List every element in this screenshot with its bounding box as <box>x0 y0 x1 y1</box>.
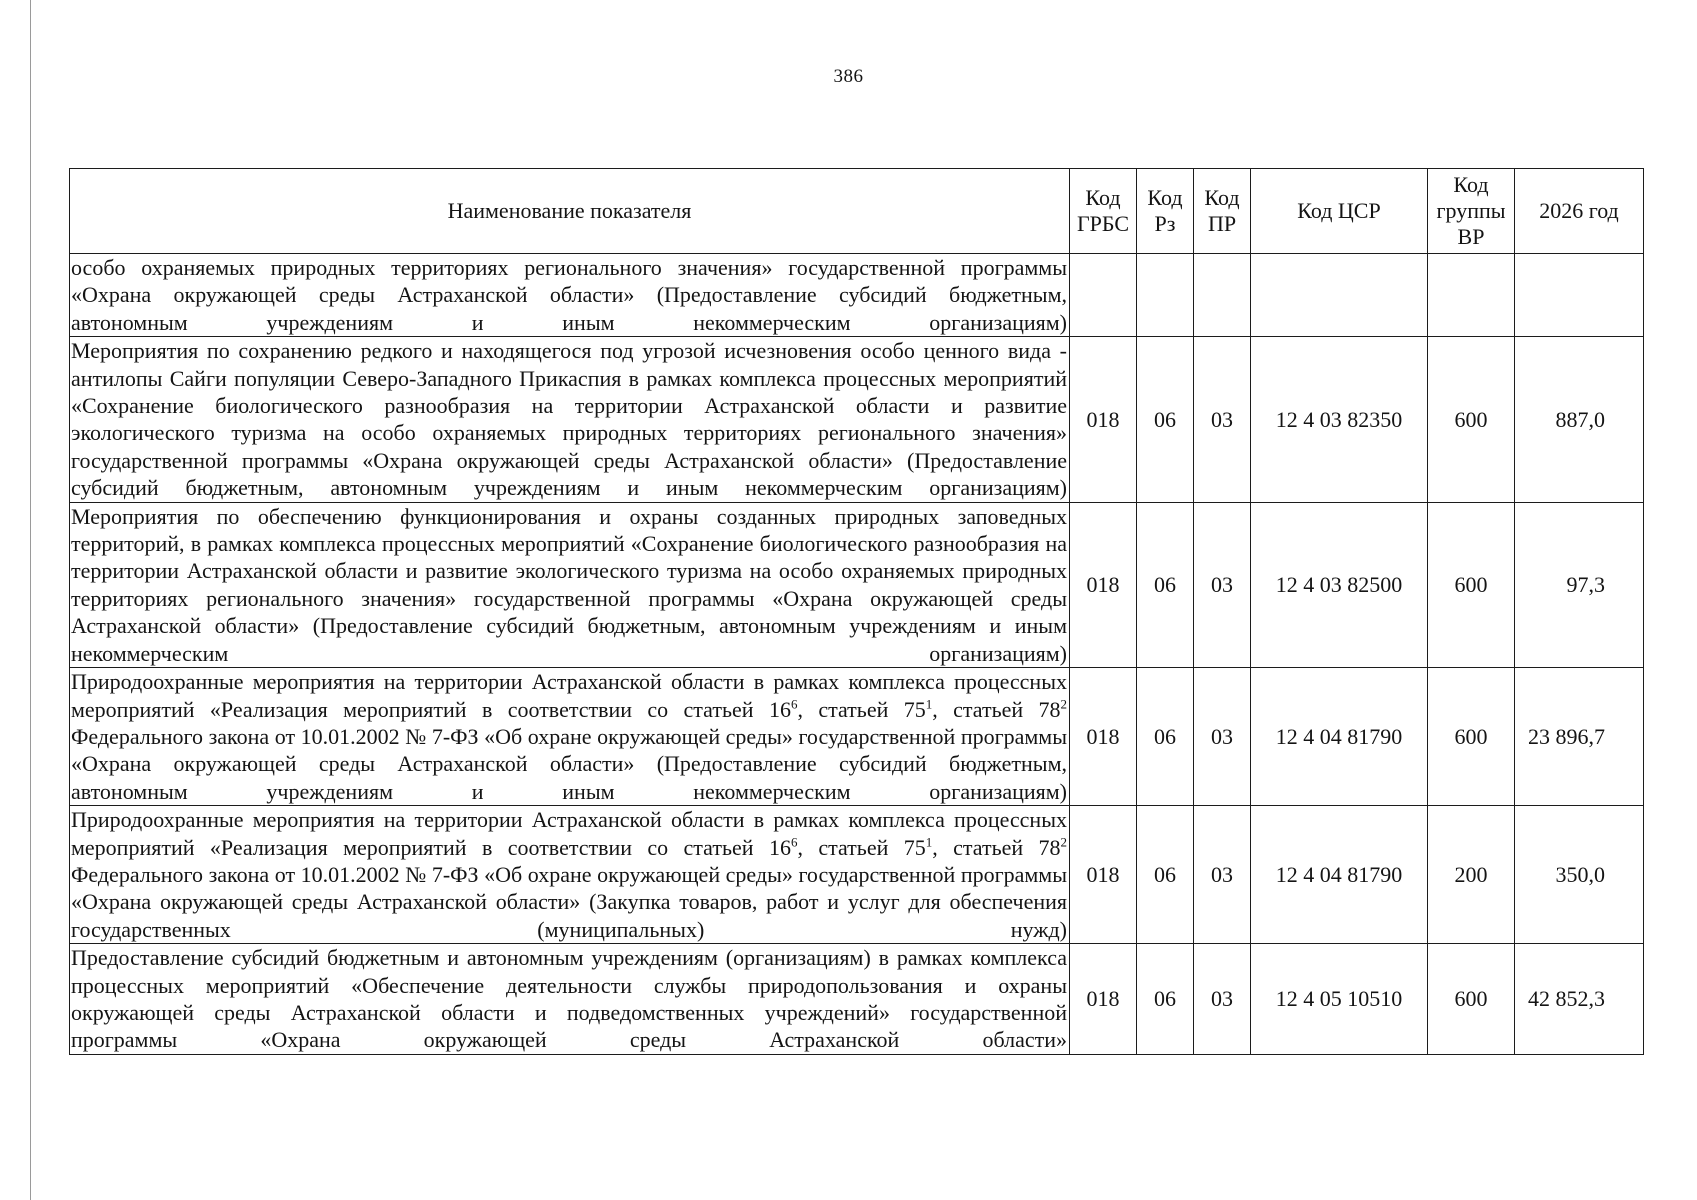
cell-grbs: 018 <box>1070 502 1137 667</box>
cell-rz: 06 <box>1137 337 1194 502</box>
table-row <box>70 254 1644 337</box>
budget-table <box>69 168 1644 1055</box>
superscript: 2 <box>1060 696 1068 712</box>
table-row <box>70 806 1644 944</box>
cell-rz: 06 <box>1137 668 1194 806</box>
name-part: Федерального закона от 10.01.2002 № 7-ФЗ «Об охране окружающей среды» государственной программы «Охрана окружающей среды Астраханской области» (Закупка товаров, работ и услуг для обеспечения государственных (муниципальных) нужд) <box>71 861 1067 942</box>
header-rz: Код Рз <box>1137 169 1194 254</box>
header-name: Наименование показателя <box>70 169 1070 254</box>
header-year: 2026 год <box>1515 169 1644 254</box>
header-row <box>70 169 1644 254</box>
cell-name-text <box>71 668 1067 805</box>
header-grbs: Код ГРБС <box>1070 169 1137 254</box>
cell-rz: 06 <box>1137 502 1194 667</box>
page-number: 386 <box>833 66 864 87</box>
name-part: , статьей 78 <box>932 696 1061 722</box>
cell-name <box>70 254 1070 337</box>
cell-rz: 06 <box>1137 806 1194 944</box>
cell-grbs: 018 <box>1070 337 1137 502</box>
cell-grbs: 018 <box>1070 944 1137 1055</box>
cell-name <box>70 806 1070 944</box>
cell-csr: 12 4 03 82500 <box>1251 502 1428 667</box>
cell-pr <box>1194 254 1251 337</box>
cell-rz: 06 <box>1137 944 1194 1055</box>
table-body <box>70 254 1644 1055</box>
cell-name <box>70 502 1070 667</box>
cell-amount: 887,0 <box>1515 337 1644 502</box>
cell-csr <box>1251 254 1428 337</box>
cell-vr: 600 <box>1428 668 1515 806</box>
superscript: 1 <box>925 834 933 850</box>
superscript: 1 <box>925 696 933 712</box>
name-part: , статьей 78 <box>932 834 1061 860</box>
header-vr: Код группы ВР <box>1428 169 1515 254</box>
cell-name-text: особо охраняемых природных территориях регионального значения» государственной программы «Охрана окружающей среды Астраханской области» (Предоставление субсидий бюджетным, автономным учреждениям и иным некоммерческим организациям) <box>71 255 1067 335</box>
cell-csr: 12 4 04 81790 <box>1251 668 1428 806</box>
table-header <box>70 169 1644 254</box>
cell-name-text: Мероприятия по обеспечению функционирования и охраны созданных природных заповедных территорий, в рамках комплекса процессных мероприятий «Сохранение биологического разнообразия на территории Астраханской области и развитие экологического туризма на особо охраняемых природных территориях регионального значения» государственной программы «Охрана окружающей среды Астраханской области» (Предоставление субсидий бюджетным, автономным учреждениям и иным некоммерческим организациям) <box>71 503 1067 666</box>
table-row <box>70 944 1644 1055</box>
name-part: Федерального закона от 10.01.2002 № 7-ФЗ «Об охране окружающей среды» государственной программы «Охрана окружающей среды Астраханской области» (Предоставление субсидий бюджетным, автономным учреждениям и иным некоммерческим организациям) <box>71 723 1067 804</box>
cell-grbs: 018 <box>1070 668 1137 806</box>
header-csr: Код ЦСР <box>1251 169 1428 254</box>
cell-grbs <box>1070 254 1137 337</box>
superscript: 2 <box>1060 834 1068 850</box>
table-row <box>70 502 1644 667</box>
table-row <box>70 668 1644 806</box>
cell-vr: 600 <box>1428 502 1515 667</box>
cell-amount: 23 896,7 <box>1515 668 1644 806</box>
name-part: , статьей 75 <box>797 834 926 860</box>
header-pr: Код ПР <box>1194 169 1251 254</box>
cell-pr: 03 <box>1194 337 1251 502</box>
cell-vr <box>1428 254 1515 337</box>
cell-amount <box>1515 254 1644 337</box>
cell-rz <box>1137 254 1194 337</box>
cell-name-text: Предоставление субсидий бюджетным и автономным учреждениям (организациям) в рамках комплекса процессных мероприятий «Обеспечение деятельности службы природопользования и охраны окружающей среды Астраханской области и подведомственных учреждений» государственной программы «Охрана окружающей среды Астраханской области» <box>71 945 1067 1053</box>
superscript: 6 <box>790 696 798 712</box>
page-margin-line <box>30 0 31 1200</box>
cell-pr: 03 <box>1194 668 1251 806</box>
cell-name-text <box>71 806 1067 943</box>
name-part: Природоохранные мероприятия на территории Астраханской области в рамках комплекса процессных мероприятий «Реализация мероприятий в соответствии со статьей 16 <box>71 669 1067 722</box>
cell-vr: 200 <box>1428 806 1515 944</box>
cell-amount: 42 852,3 <box>1515 944 1644 1055</box>
cell-amount: 97,3 <box>1515 502 1644 667</box>
cell-name <box>70 337 1070 502</box>
cell-amount: 350,0 <box>1515 806 1644 944</box>
name-part: , статьей 75 <box>797 696 926 722</box>
cell-pr: 03 <box>1194 806 1251 944</box>
cell-name <box>70 668 1070 806</box>
cell-csr: 12 4 04 81790 <box>1251 806 1428 944</box>
cell-csr: 12 4 05 10510 <box>1251 944 1428 1055</box>
cell-name <box>70 944 1070 1055</box>
cell-pr: 03 <box>1194 944 1251 1055</box>
superscript: 6 <box>790 834 798 850</box>
cell-vr: 600 <box>1428 337 1515 502</box>
cell-vr: 600 <box>1428 944 1515 1055</box>
cell-name-text: Мероприятия по сохранению редкого и находящегося под угрозой исчезновения особо ценного вида - антилопы Сайги популяции Северо-Западного Прикаспия в рамках комплекса процессных мероприятий «Сохранение биологического разнообразия на территории Астраханской области и развитие экологического туризма на особо охраняемых природных территориях регионального значения» государственной программы «Охрана окружающей среды Астраханской области» (Предоставление субсидий бюджетным, автономным учреждениям и иным некоммерческим организациям) <box>71 338 1067 501</box>
cell-grbs: 018 <box>1070 806 1137 944</box>
cell-csr: 12 4 03 82350 <box>1251 337 1428 502</box>
cell-pr: 03 <box>1194 502 1251 667</box>
name-part: Природоохранные мероприятия на территории Астраханской области в рамках комплекса процессных мероприятий «Реализация мероприятий в соответствии со статьей 16 <box>71 807 1067 860</box>
table-row <box>70 337 1644 502</box>
